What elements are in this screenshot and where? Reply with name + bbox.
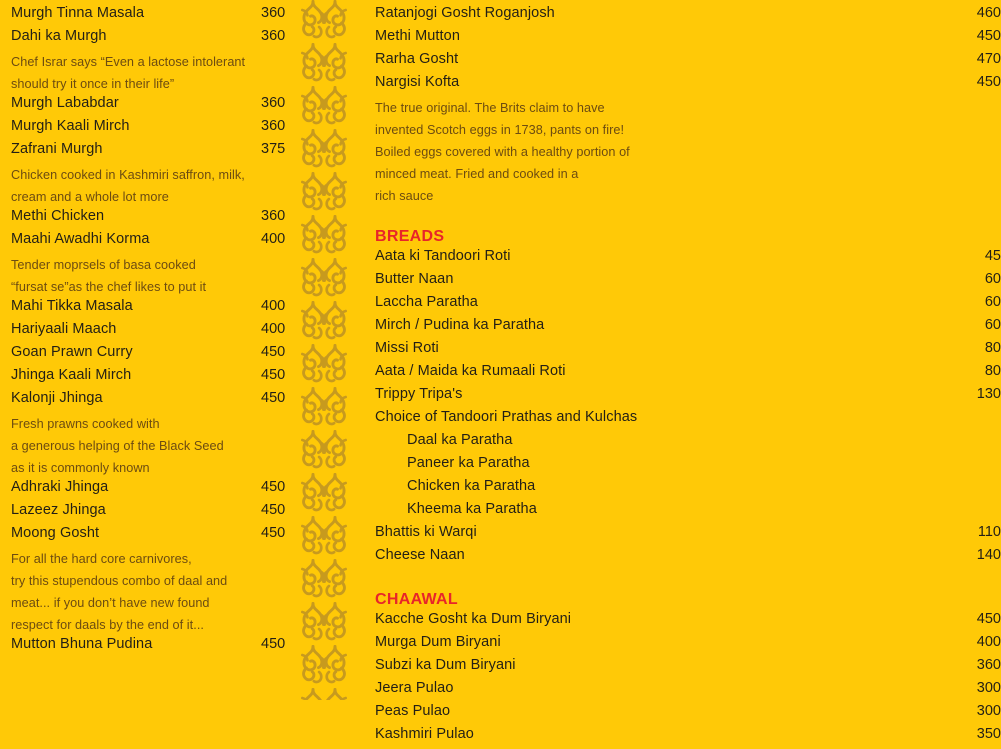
menu-item-price: 350	[976, 726, 1001, 742]
menu-item-price: 450	[976, 28, 1001, 44]
spacer	[375, 207, 650, 225]
menu-item-row	[11, 208, 300, 231]
menu-item-price: 300	[976, 703, 1001, 719]
menu-item-row	[375, 386, 1001, 409]
menu-item-row	[375, 248, 1001, 271]
menu-item-row	[375, 51, 1001, 74]
menu-item-name: Murgh Kaali Mirch	[11, 118, 130, 134]
menu-item-row	[375, 294, 1001, 317]
menu-item-description	[11, 254, 300, 298]
description-line: For all the hard core carnivores,	[11, 552, 192, 566]
menu-item-price: 400	[976, 634, 1001, 650]
menu-item-name: Bhattis ki Warqi	[375, 524, 477, 540]
menu-item-price: 80	[984, 363, 1001, 379]
menu-item-description	[11, 548, 300, 636]
description-line: rich sauce	[375, 189, 434, 203]
menu-item-name: Zafrani Murgh	[11, 141, 103, 157]
menu-item-row	[375, 657, 1001, 680]
menu-item-price: 400	[261, 298, 286, 314]
menu-item-price: 450	[261, 502, 286, 518]
description-line: The true original. The Brits claim to have	[375, 101, 605, 115]
menu-item-name: Methi Mutton	[375, 28, 461, 44]
menu-item-price: 460	[976, 5, 1001, 21]
description-line: Boiled eggs covered with a healthy portion of	[375, 145, 630, 159]
description-line: try this stupendous combo of daal and	[11, 574, 228, 588]
menu-item-price: 375	[261, 141, 286, 157]
menu-item-name: Aata / Maida ka Rumaali Roti	[375, 363, 566, 379]
menu-item-name: Missi Roti	[375, 340, 439, 356]
menu-item-name: Kheema ka Paratha	[407, 501, 537, 517]
menu-item-row	[375, 340, 1001, 363]
menu-column-left	[0, 0, 300, 659]
menu-item-price: 60	[984, 294, 1001, 310]
menu-item-price: 450	[261, 344, 286, 360]
description-line: Chicken cooked in Kashmiri saffron, milk,	[11, 168, 245, 182]
menu-item-name: Peas Pulao	[375, 703, 451, 719]
menu-item-price: 360	[261, 28, 286, 44]
menu-item-row	[375, 363, 1001, 386]
menu-item-row	[375, 409, 650, 432]
menu-item-name: Lazeez Jhinga	[11, 502, 106, 518]
description-line: respect for daals by the end of it...	[11, 618, 204, 632]
menu-item-row	[375, 524, 1001, 547]
description-line: meat... if you don’t have new found	[11, 596, 210, 610]
menu-item-price: 140	[976, 547, 1001, 563]
menu-item-row	[375, 271, 1001, 294]
menu-subitem-row	[375, 432, 650, 455]
menu-item-name: Methi Chicken	[11, 208, 105, 224]
menu-item-row	[11, 367, 300, 390]
menu-item-price: 360	[261, 118, 286, 134]
menu-item-row	[375, 611, 1001, 634]
menu-item-price: 450	[261, 390, 286, 406]
menu-item-name: Murgh Tinna Masala	[11, 5, 145, 21]
menu-item-row	[11, 636, 300, 659]
menu-item-name: Rarha Gosht	[375, 51, 459, 67]
menu-item-description	[375, 97, 650, 207]
menu-item-description	[11, 51, 300, 95]
description-line: Fresh prawns cooked with	[11, 417, 160, 431]
menu-item-row	[375, 547, 1001, 570]
menu-item-row	[375, 703, 1001, 726]
menu-item-name: Trippy Tripa's	[375, 386, 463, 402]
menu-item-price: 60	[984, 271, 1001, 287]
menu-item-name: Kashmiri Pulao	[375, 726, 474, 742]
menu-item-row	[11, 502, 300, 525]
menu-item-name: Subzi ka Dum Biryani	[375, 657, 516, 673]
menu-item-row	[11, 344, 300, 367]
description-line: Chef Israr says “Even a lactose intolerant	[11, 55, 246, 69]
menu-item-row	[11, 321, 300, 344]
menu-item-row	[11, 231, 300, 254]
menu-item-row	[11, 5, 300, 28]
description-line: Tender moprsels of basa cooked	[11, 258, 196, 272]
menu-item-price: 60	[984, 317, 1001, 333]
menu-item-row	[11, 390, 300, 413]
description-line: cream and a whole lot more	[11, 190, 169, 204]
menu-item-name: Adhraki Jhinga	[11, 479, 109, 495]
menu-item-name: Goan Prawn Curry	[11, 344, 133, 360]
menu-item-name: Jhinga Kaali Mirch	[11, 367, 132, 383]
menu-item-name: Choice of Tandoori Prathas and Kulchas	[375, 409, 638, 425]
menu-subitem-row	[375, 455, 650, 478]
description-line: minced meat. Fried and cooked in a	[375, 167, 579, 181]
section-heading: CHAAWAL	[375, 591, 458, 608]
menu-item-row	[11, 28, 300, 51]
menu-item-name: Hariyaali Maach	[11, 321, 117, 337]
menu-item-name: Nargisi Kofta	[375, 74, 460, 90]
menu-item-row	[375, 28, 1001, 51]
description-line: invented Scotch eggs in 1738, pants on fire!	[375, 123, 625, 137]
menu-item-description	[11, 164, 300, 208]
description-line: should try it once in their life”	[11, 77, 175, 91]
description-line: “fursat se”as the chef likes to put it	[11, 280, 207, 294]
menu-item-price: 470	[976, 51, 1001, 67]
menu-item-price: 450	[261, 636, 286, 652]
menu-item-name: Murga Dum Biryani	[375, 634, 501, 650]
menu-item-name: Mirch / Pudina ka Paratha	[375, 317, 545, 333]
menu-item-name: Butter Naan	[375, 271, 454, 287]
ornamental-divider	[301, 0, 347, 700]
menu-item-name: Maahi Awadhi Korma	[11, 231, 150, 247]
menu-item-row	[375, 317, 1001, 340]
menu-item-row	[375, 680, 1001, 703]
menu-item-row	[375, 634, 1001, 657]
menu-item-price: 45	[984, 248, 1001, 264]
menu-item-name: Kacche Gosht ka Dum Biryani	[375, 611, 572, 627]
menu-item-name: Laccha Paratha	[375, 294, 478, 310]
menu-item-name: Jeera Pulao	[375, 680, 454, 696]
menu-item-description	[11, 413, 300, 479]
menu-item-price: 450	[976, 74, 1001, 90]
menu-item-name: Mahi Tikka Masala	[11, 298, 133, 314]
menu-subitem-row	[375, 501, 650, 524]
scrollwork-ornament-icon	[301, 0, 347, 700]
menu-item-name: Kalonji Jhinga	[11, 390, 103, 406]
menu-item-name: Chicken ka Paratha	[407, 478, 536, 494]
menu-item-row	[11, 141, 300, 164]
menu-item-price: 450	[261, 525, 286, 541]
menu-item-price: 400	[261, 321, 286, 337]
menu-item-name: Aata ki Tandoori Roti	[375, 248, 511, 264]
menu-item-name: Mutton Bhuna Pudina	[11, 636, 153, 652]
menu-item-price: 110	[977, 524, 1001, 540]
menu-item-price: 400	[261, 231, 286, 247]
menu-subitem-row	[375, 478, 650, 501]
description-line: a generous helping of the Black Seed	[11, 439, 224, 453]
menu-item-price: 450	[261, 479, 286, 495]
menu-item-price: 360	[261, 5, 286, 21]
menu-item-row	[375, 74, 1001, 97]
menu-item-name: Cheese Naan	[375, 547, 465, 563]
menu-item-price: 360	[261, 208, 286, 224]
menu-item-price: 450	[261, 367, 286, 383]
menu-item-row	[375, 726, 1001, 749]
menu-item-price: 130	[976, 386, 1001, 402]
menu-item-price: 80	[984, 340, 1001, 356]
menu-item-row	[11, 95, 300, 118]
section-heading: BREADS	[375, 228, 445, 245]
menu-item-price: 360	[261, 95, 286, 111]
menu-item-name: Murgh Lababdar	[11, 95, 119, 111]
menu-item-row	[11, 525, 300, 548]
menu-item-row	[375, 5, 1001, 28]
menu-item-name: Dahi ka Murgh	[11, 28, 107, 44]
spacer	[375, 570, 650, 588]
description-line: as it is commonly known	[11, 461, 150, 475]
menu-item-name: Moong Gosht	[11, 525, 100, 541]
menu-item-name: Daal ka Paratha	[407, 432, 513, 448]
menu-item-price: 300	[976, 680, 1001, 696]
menu-item-price: 450	[976, 611, 1001, 627]
menu-item-row	[11, 479, 300, 502]
menu-item-name: Paneer ka Paratha	[407, 455, 530, 471]
menu-item-row	[11, 118, 300, 141]
menu-column-right	[365, 0, 1001, 749]
menu-item-price: 360	[976, 657, 1001, 673]
menu-item-name: Ratanjogi Gosht Roganjosh	[375, 5, 555, 21]
menu-item-row	[11, 298, 300, 321]
